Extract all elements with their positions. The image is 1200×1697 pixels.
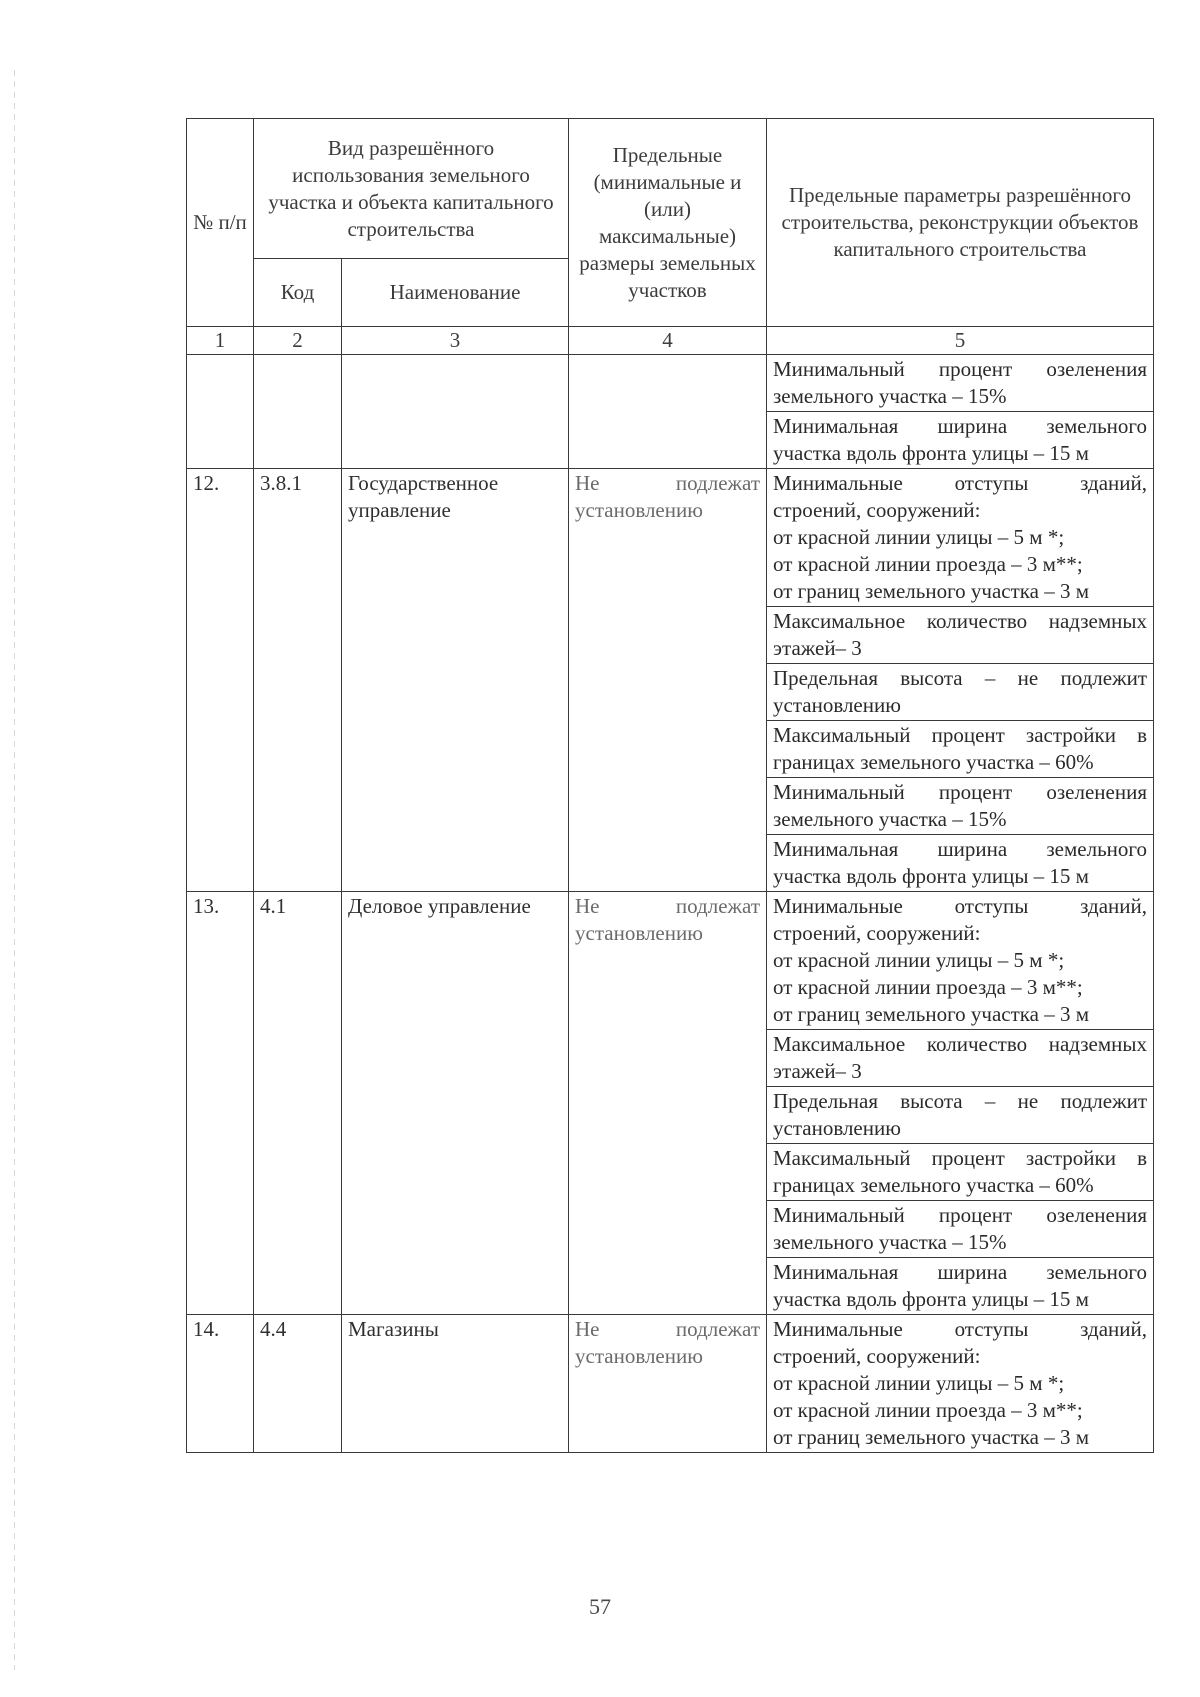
code-cell: 4.1: [254, 892, 342, 1315]
code-cell: 4.4: [254, 1315, 342, 1453]
param-cell: Минимальная ширина земельного участка вдоль фронта улицы – 15 м: [767, 1258, 1154, 1315]
param-cell: Максимальный процент застройки в границах земельного участка – 60%: [767, 721, 1154, 778]
num-cell: 14.: [187, 1315, 254, 1453]
column-number: 1: [187, 327, 254, 355]
name-cell: Магазины: [342, 1315, 569, 1453]
table-row: [187, 1315, 1154, 1453]
param-cell: Минимальные отступы зданий, строений, сооружений: от красной линии улицы – 5 м *; от красной линии проезда – 3 м**; от границ земельного участка – 3 м: [767, 469, 1154, 607]
header-code: Код: [254, 259, 342, 327]
param-cell: Максимальное количество надземных этажей– 3: [767, 607, 1154, 664]
header-num: № п/п: [187, 119, 254, 327]
column-number: 2: [254, 327, 342, 355]
num-cell: 13.: [187, 892, 254, 1315]
header-use-type: Вид разрешённого использования земельного участка и объекта капитального строительства: [254, 119, 569, 259]
param-cell: Минимальные отступы зданий, строений, сооружений: от красной линии улицы – 5 м *; от красной линии проезда – 3 м**; от границ земельного участка – 3 м: [767, 1315, 1154, 1453]
column-number-row: [187, 327, 1154, 355]
param-cell: Минимальная ширина земельного участка вдоль фронта улицы – 15 м: [767, 835, 1154, 892]
land-use-table: [186, 118, 1154, 1453]
plot-size-cell: Не подлежат установлению: [569, 469, 767, 892]
column-number: 5: [767, 327, 1154, 355]
page-number: 57: [589, 1594, 611, 1619]
param-cell: Предельная высота – не подлежит установлению: [767, 1087, 1154, 1144]
plot-size-cell: Не подлежат установлению: [569, 892, 767, 1315]
param-cell: Минимальный процент озеленения земельного участка – 15%: [767, 355, 1154, 412]
plot-size-cell: [569, 355, 767, 469]
param-cell: Минимальная ширина земельного участка вдоль фронта улицы – 15 м: [767, 412, 1154, 469]
param-cell: Максимальный процент застройки в границах земельного участка – 60%: [767, 1144, 1154, 1201]
header-params: Предельные параметры разрешённого строительства, реконструкции объектов капитального строительства: [767, 119, 1154, 327]
name-cell: Государственное управление: [342, 469, 569, 892]
header-plot-size: Предельные (минимальные и (или) максимальные) размеры земельных участков: [569, 119, 767, 327]
scan-margin-line: [14, 70, 15, 1670]
column-number: 4: [569, 327, 767, 355]
param-cell: Максимальное количество надземных этажей– 3: [767, 1030, 1154, 1087]
name-cell: [342, 355, 569, 469]
table-row: [187, 355, 1154, 412]
column-number: 3: [342, 327, 569, 355]
plot-size-cell: Не подлежат установлению: [569, 1315, 767, 1453]
param-cell: Предельная высота – не подлежит установлению: [767, 664, 1154, 721]
param-cell: Минимальные отступы зданий, строений, сооружений: от красной линии улицы – 5 м *; от красной линии проезда – 3 м**; от границ земельного участка – 3 м: [767, 892, 1154, 1030]
param-cell: Минимальный процент озеленения земельного участка – 15%: [767, 778, 1154, 835]
num-cell: [187, 355, 254, 469]
param-cell: Минимальный процент озеленения земельного участка – 15%: [767, 1201, 1154, 1258]
code-cell: 3.8.1: [254, 469, 342, 892]
code-cell: [254, 355, 342, 469]
table-row: [187, 469, 1154, 607]
num-cell: 12.: [187, 469, 254, 892]
header-name: Наименование: [342, 259, 569, 327]
name-cell: Деловое управление: [342, 892, 569, 1315]
table-row: [187, 892, 1154, 1030]
